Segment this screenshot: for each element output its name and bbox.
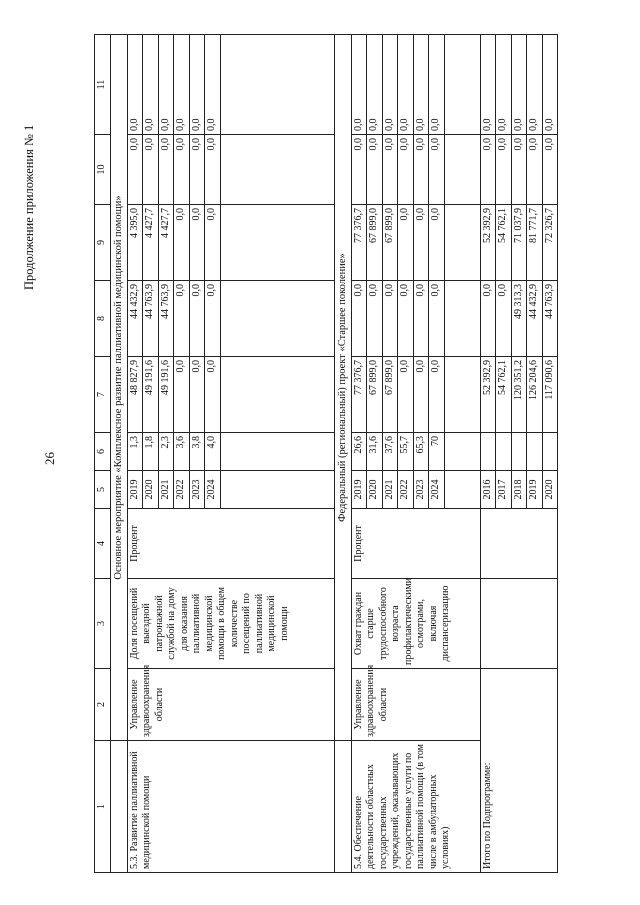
sum-cell: 0,0 bbox=[413, 135, 429, 205]
value-cell: 1,3 bbox=[127, 433, 143, 471]
sum-cell: 0,0 bbox=[511, 135, 527, 205]
sum-cell: 0,0 bbox=[542, 35, 558, 135]
year-cell: 2018 bbox=[511, 471, 527, 509]
sum-cell: 72 326,7 bbox=[542, 205, 558, 281]
year-cell: 2020 bbox=[143, 471, 159, 509]
sum-cell: 49 191,6 bbox=[158, 357, 174, 433]
section-title: Основное мероприятие «Комплексное развитие паллиативной медицинской помощи» bbox=[110, 35, 127, 741]
sum-cell: 0,0 bbox=[351, 135, 367, 205]
sum-cell: 49 313,3 bbox=[511, 281, 527, 357]
sum-cell: 0,0 bbox=[158, 35, 174, 135]
value-cell: 2,3 bbox=[158, 433, 174, 471]
year-cell: 2019 bbox=[527, 471, 543, 509]
sum-cell: 0,0 bbox=[367, 135, 383, 205]
sum-cell: 4 395,0 bbox=[127, 205, 143, 281]
sum-cell: 0,0 bbox=[496, 281, 512, 357]
sum-cell: 0,0 bbox=[158, 135, 174, 205]
sum-cell: 54 762,1 bbox=[496, 205, 512, 281]
value-cell: 1,8 bbox=[143, 433, 159, 471]
sum-cell: 0,0 bbox=[413, 281, 429, 357]
sum-cell: 4 427,7 bbox=[143, 205, 159, 281]
sum-cell: 0,0 bbox=[398, 357, 414, 433]
sum-cell: 67 899,0 bbox=[382, 205, 398, 281]
sum-cell: 0,0 bbox=[205, 281, 221, 357]
sum-cell: 0,0 bbox=[351, 35, 367, 135]
sum-cell: 4 427,7 bbox=[158, 205, 174, 281]
executor: Управление здравоохранения области bbox=[127, 669, 334, 741]
sum-cell: 52 392,9 bbox=[480, 205, 496, 281]
column-number: 10 bbox=[95, 135, 111, 205]
sum-cell: 0,0 bbox=[398, 281, 414, 357]
sum-cell: 0,0 bbox=[382, 281, 398, 357]
table-row bbox=[351, 35, 367, 873]
sum-cell: 0,0 bbox=[189, 35, 205, 135]
sum-cell: 0,0 bbox=[398, 35, 414, 135]
value-cell: 70 bbox=[429, 433, 445, 471]
sum-cell: 0,0 bbox=[205, 135, 221, 205]
sum-cell: 0,0 bbox=[174, 35, 190, 135]
year-cell: 2016 bbox=[480, 471, 496, 509]
item-name: 5.3. Развитие паллиативной медицинской помощи bbox=[127, 741, 334, 873]
year-cell: 2022 bbox=[174, 471, 190, 509]
sum-cell: 0,0 bbox=[527, 35, 543, 135]
sum-cell: 44 763,9 bbox=[158, 281, 174, 357]
sum-cell: 0,0 bbox=[398, 135, 414, 205]
sum-cell: 0,0 bbox=[429, 281, 445, 357]
value-cell: 26,6 bbox=[351, 433, 367, 471]
sum-cell: 0,0 bbox=[382, 135, 398, 205]
sum-cell: 0,0 bbox=[174, 205, 190, 281]
sum-cell: 120 351,2 bbox=[511, 357, 527, 433]
column-number: 11 bbox=[95, 35, 111, 135]
sum-cell: 0,0 bbox=[205, 357, 221, 433]
year-cell: 2023 bbox=[413, 471, 429, 509]
value-cell: 55,7 bbox=[398, 433, 414, 471]
sum-cell: 117 090,6 bbox=[542, 357, 558, 433]
sum-cell: 0,0 bbox=[413, 357, 429, 433]
unit: Процент bbox=[127, 509, 334, 579]
sum-cell: 0,0 bbox=[189, 135, 205, 205]
sum-cell: 0,0 bbox=[398, 205, 414, 281]
value-cell: 3,6 bbox=[174, 433, 190, 471]
sum-cell: 0,0 bbox=[143, 35, 159, 135]
column-number: 3 bbox=[95, 579, 111, 669]
sum-cell: 0,0 bbox=[496, 135, 512, 205]
sum-cell: 44 432,9 bbox=[127, 281, 143, 357]
sum-cell: 0,0 bbox=[429, 205, 445, 281]
program-table bbox=[94, 34, 558, 873]
sum-cell: 54 762,1 bbox=[496, 357, 512, 433]
sum-cell: 0,0 bbox=[429, 35, 445, 135]
sum-cell: 0,0 bbox=[527, 135, 543, 205]
year-cell: 2022 bbox=[398, 471, 414, 509]
sum-cell: 67 899,0 bbox=[367, 357, 383, 433]
sum-cell: 67 899,0 bbox=[382, 357, 398, 433]
sum-cell: 44 763,9 bbox=[143, 281, 159, 357]
column-number: 1 bbox=[95, 741, 111, 873]
value-cell: 3,8 bbox=[189, 433, 205, 471]
sum-cell: 0,0 bbox=[189, 205, 205, 281]
sum-cell: 67 899,0 bbox=[367, 205, 383, 281]
sum-cell: 126 204,6 bbox=[527, 357, 543, 433]
page-number: 26 bbox=[42, 452, 57, 465]
column-number: 7 bbox=[95, 357, 111, 433]
sum-cell: 0,0 bbox=[429, 135, 445, 205]
sum-cell: 0,0 bbox=[174, 281, 190, 357]
sum-cell: 0,0 bbox=[174, 357, 190, 433]
executor: Управление здравоохранения области bbox=[351, 669, 480, 741]
year-cell: 2019 bbox=[127, 471, 143, 509]
year-cell: 2020 bbox=[542, 471, 558, 509]
column-number: 6 bbox=[95, 433, 111, 471]
year-cell: 2019 bbox=[351, 471, 367, 509]
sum-cell: 48 827,9 bbox=[127, 357, 143, 433]
sum-cell: 0,0 bbox=[143, 135, 159, 205]
sum-cell: 0,0 bbox=[127, 35, 143, 135]
sum-cell: 0,0 bbox=[382, 35, 398, 135]
column-number-row bbox=[95, 35, 111, 873]
sum-cell: 0,0 bbox=[542, 135, 558, 205]
sum-cell: 0,0 bbox=[189, 357, 205, 433]
year-cell: 2024 bbox=[205, 471, 221, 509]
sum-cell: 0,0 bbox=[413, 205, 429, 281]
total-row bbox=[480, 35, 496, 873]
sum-cell: 0,0 bbox=[480, 281, 496, 357]
sum-cell: 44 432,9 bbox=[527, 281, 543, 357]
year-cell: 2021 bbox=[158, 471, 174, 509]
sum-cell: 77 376,7 bbox=[351, 357, 367, 433]
sum-cell: 0,0 bbox=[189, 281, 205, 357]
year-cell: 2024 bbox=[429, 471, 445, 509]
indicator: Охват граждан старше трудоспособного возраста профилактическими осмотрами, включая диспансеризацию bbox=[351, 579, 480, 669]
item-name: 5.4. Обеспечение деятельности областных государственных учреждений, оказывающих государственные услуги по паллиативной помощи (в том числе в амбулаторных условиях) bbox=[351, 741, 480, 873]
value-cell: 4,0 bbox=[205, 433, 221, 471]
sum-cell: 0,0 bbox=[367, 35, 383, 135]
sum-cell: 49 191,6 bbox=[143, 357, 159, 433]
sum-cell: 0,0 bbox=[205, 205, 221, 281]
sum-cell: 0,0 bbox=[413, 35, 429, 135]
column-number: 5 bbox=[95, 471, 111, 509]
column-number: 8 bbox=[95, 281, 111, 357]
sum-cell: 0,0 bbox=[511, 35, 527, 135]
column-number: 4 bbox=[95, 509, 111, 579]
value-cell: 37,6 bbox=[382, 433, 398, 471]
sum-cell: 77 376,7 bbox=[351, 205, 367, 281]
sum-cell: 0,0 bbox=[429, 357, 445, 433]
sum-cell: 0,0 bbox=[496, 35, 512, 135]
total-label: Итого по Подпрограмме: bbox=[480, 669, 558, 873]
sum-cell: 0,0 bbox=[351, 281, 367, 357]
sum-cell: 0,0 bbox=[480, 35, 496, 135]
year-cell: 2017 bbox=[496, 471, 512, 509]
table-row bbox=[127, 35, 143, 873]
year-cell: 2021 bbox=[382, 471, 398, 509]
indicator: Доля посещений выездной патронажной службой на дому для оказания паллиативной медицинской помощи в общем количестве посещений по паллиативной медицинской помощи bbox=[127, 579, 334, 669]
value-cell: 65,3 bbox=[413, 433, 429, 471]
year-cell: 2023 bbox=[189, 471, 205, 509]
sum-cell: 52 392,9 bbox=[480, 357, 496, 433]
sum-cell: 71 037,9 bbox=[511, 205, 527, 281]
sum-cell: 81 771,7 bbox=[527, 205, 543, 281]
year-cell: 2020 bbox=[367, 471, 383, 509]
column-number: 2 bbox=[95, 669, 111, 741]
sum-cell: 0,0 bbox=[127, 135, 143, 205]
sum-cell: 0,0 bbox=[205, 35, 221, 135]
continuation-note: Продолжение приложения № 1 bbox=[22, 124, 36, 290]
column-number: 9 bbox=[95, 205, 111, 281]
sum-cell: 44 763,9 bbox=[542, 281, 558, 357]
sum-cell: 0,0 bbox=[480, 135, 496, 205]
sum-cell: 0,0 bbox=[367, 281, 383, 357]
unit: Процент bbox=[351, 509, 480, 579]
value-cell: 31,6 bbox=[367, 433, 383, 471]
section-title: Федеральный (региональный) проект «Старшее поколение» bbox=[334, 35, 351, 741]
sum-cell: 0,0 bbox=[174, 135, 190, 205]
